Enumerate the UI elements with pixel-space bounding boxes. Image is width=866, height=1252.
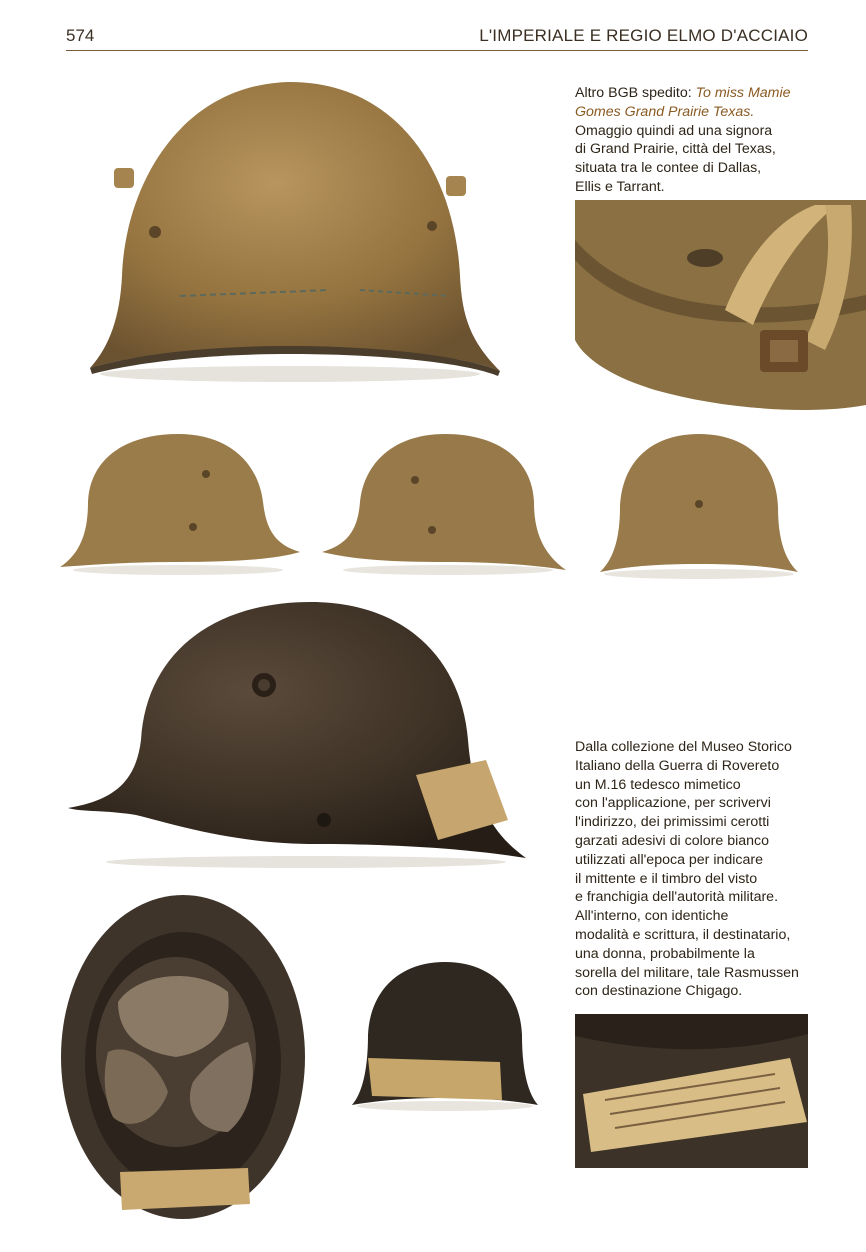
caption-bottom-line: Dalla collezione del Museo Storico bbox=[575, 739, 792, 755]
page-number: 574 bbox=[66, 26, 95, 45]
caption-top-line: situata tra le contee di Dallas, bbox=[575, 160, 762, 177]
caption-top bbox=[575, 84, 811, 197]
caption-bottom-line: garzati adesivi di colore bianco bbox=[575, 832, 770, 849]
caption-top-line: Ellis e Tarrant. bbox=[575, 178, 665, 195]
photo-dark-helmet-small bbox=[350, 960, 540, 1112]
caption-top-italic-1: To miss Mamie bbox=[695, 85, 791, 101]
caption-bottom-line: con destinazione Chigago. bbox=[575, 983, 743, 1000]
photo-tan-helmet-large bbox=[70, 76, 510, 386]
photo-helmet-interior bbox=[58, 892, 308, 1222]
photo-tan-helmet-front bbox=[598, 432, 800, 580]
caption-bottom-line: un M.16 tedesco mimetico bbox=[575, 776, 741, 793]
caption-bottom-line: e franchigia dell'autorità militare. bbox=[575, 889, 779, 906]
photo-label-detail bbox=[575, 1014, 808, 1168]
photo-tan-helmet-right-profile bbox=[320, 432, 568, 577]
photo-chinstrap-detail bbox=[575, 200, 866, 412]
caption-bottom-line: utilizzati all'epoca per indicare bbox=[575, 851, 764, 868]
photo-tan-helmet-left-profile bbox=[58, 432, 302, 577]
caption-top-italic-2: Gomes Grand Prairie Texas bbox=[575, 103, 751, 120]
caption-bottom bbox=[575, 738, 815, 1001]
caption-bottom-line: il mittente e il timbro del visto bbox=[575, 870, 758, 887]
caption-bottom-line: con l'applicazione, per scrivervi bbox=[575, 795, 771, 812]
photo-dark-helmet-large bbox=[66, 600, 528, 870]
caption-bottom-line: una donna, probabilmente la bbox=[575, 945, 755, 962]
caption-bottom-line: All'interno, con identiche bbox=[575, 908, 729, 925]
caption-top-italic-end: . bbox=[750, 103, 755, 120]
caption-bottom-line: sorella del militare, tale Rasmussen bbox=[575, 964, 799, 981]
caption-top-line: di Grand Prairie, città del Texas, bbox=[575, 141, 776, 158]
caption-top-line: Omaggio quindi ad una signora bbox=[575, 122, 773, 139]
header-rule bbox=[66, 50, 808, 51]
caption-bottom-line: Italiano della Guerra di Rovereto bbox=[575, 757, 780, 774]
caption-bottom-line: l'indirizzo, dei primissimi cerotti bbox=[575, 814, 770, 831]
caption-bottom-line: modalità e scrittura, il destinatario, bbox=[575, 926, 791, 943]
running-title: L'IMPERIALE E REGIO ELMO D'ACCIAIO bbox=[479, 26, 808, 45]
caption-top-lead: Altro BGB spedito: bbox=[575, 85, 696, 101]
